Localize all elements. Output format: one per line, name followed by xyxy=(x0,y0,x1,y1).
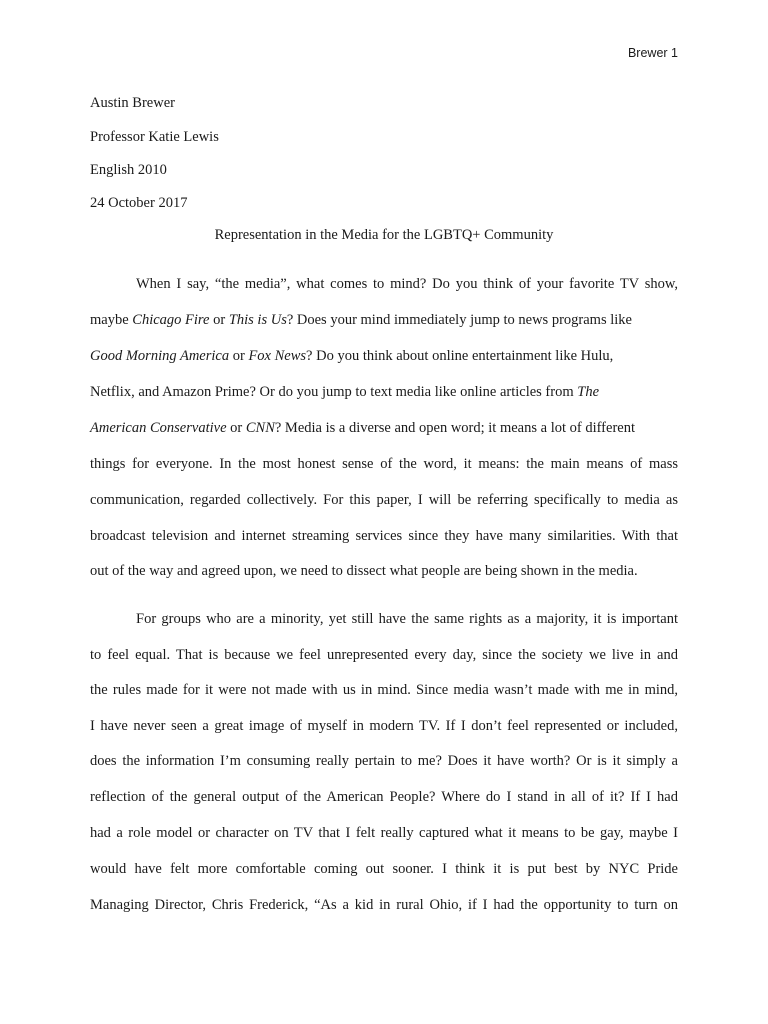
paragraph-line: reflection of the general output of the American People? Where do I stand in all of it? If I had xyxy=(90,789,678,805)
paragraph-line: communication, regarded collectively. For this paper, I will be referring specifically to media as xyxy=(90,492,678,508)
essay-title: Representation in the Media for the LGBTQ+ Community xyxy=(214,227,554,243)
paragraph-line: maybe Chicago Fire or This is Us? Does your mind immediately jump to news programs like xyxy=(90,312,632,328)
paragraph-line: I have never seen a great image of myself in modern TV. If I don’t feel represented or included, xyxy=(90,718,678,734)
paragraph-line: would have felt more comfortable coming out sooner. I think it is put best by NYC Pride xyxy=(90,861,678,877)
paragraph-line: Good Morning America or Fox News? Do you think about online entertainment like Hulu, xyxy=(90,348,614,364)
author-name: Austin Brewer xyxy=(90,95,175,111)
paragraph-line: the rules made for it were not made with us in mind. Since media wasn’t made with me in mind, xyxy=(90,682,678,698)
running-head: Brewer 1 xyxy=(627,46,678,60)
essay-date: 24 October 2017 xyxy=(90,195,188,211)
paragraph-line: When I say, “the media”, what comes to mind? Do you think of your favorite TV show, xyxy=(136,276,678,292)
paragraph-line: For groups who are a minority, yet still have the same rights as a majority, it is important xyxy=(136,611,678,627)
instructor-name: Professor Katie Lewis xyxy=(90,129,219,145)
course-name: English 2010 xyxy=(90,162,167,178)
paragraph-line: does the information I’m consuming really pertain to me? Does it have worth? Or is it simply a xyxy=(90,753,678,769)
paragraph-line: Netflix, and Amazon Prime? Or do you jump to text media like online articles from The xyxy=(90,384,599,400)
paragraph-line: out of the way and agreed upon, we need to dissect what people are being shown in the media. xyxy=(90,563,638,579)
paragraph-line: Managing Director, Chris Frederick, “As a kid in rural Ohio, if I had the opportunity to turn on xyxy=(90,897,678,913)
paragraph-line: American Conservative or CNN? Media is a diverse and open word; it means a lot of different xyxy=(90,420,635,436)
paragraph-line: things for everyone. In the most honest sense of the word, it means: the main means of mass xyxy=(90,456,678,472)
paragraph-line: broadcast television and internet streaming services since they have many similarities. With that xyxy=(90,528,678,544)
paragraph-line: to feel equal. That is because we feel unrepresented every day, since the society we live in and xyxy=(90,647,678,663)
paragraph-line: had a role model or character on TV that I felt really captured what it means to be gay, maybe I xyxy=(90,825,678,841)
